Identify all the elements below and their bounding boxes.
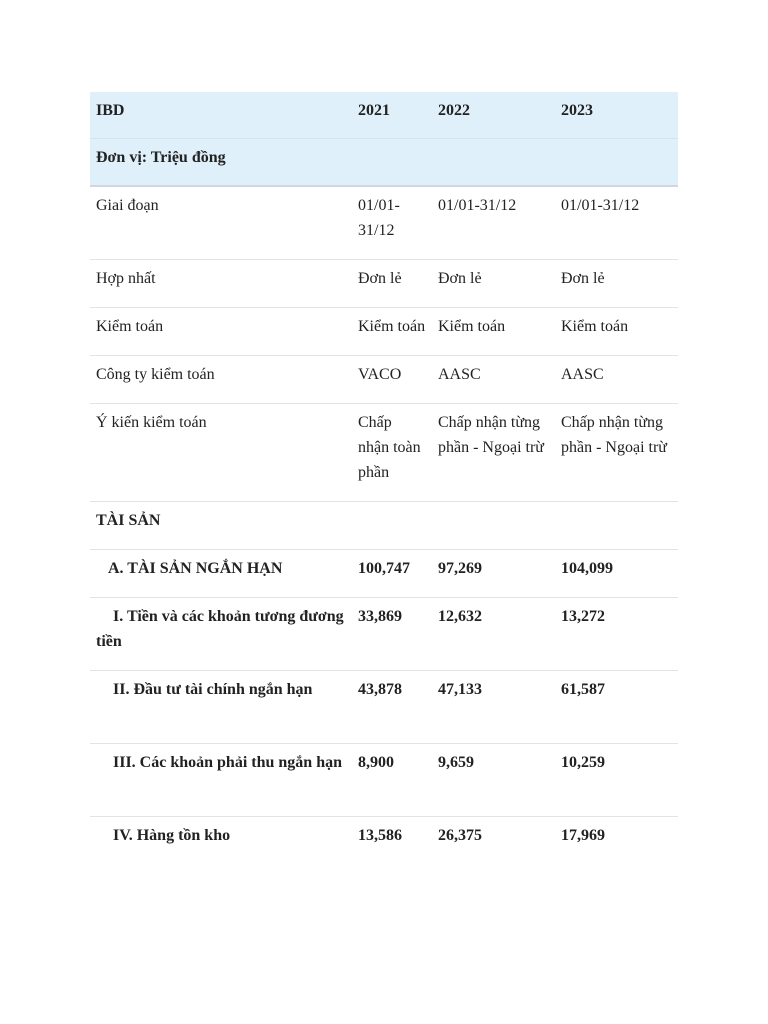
cell-2021: 33,869 [352,598,432,671]
table-row [90,356,678,404]
table-row [90,308,678,356]
cell-2023: 61,587 [555,671,678,744]
row-label-cell [90,598,352,671]
unit-empty-cell [352,139,432,187]
cell-2023: 01/01-31/12 [555,186,678,260]
unit-row [90,139,678,187]
unit-empty-cell [555,139,678,187]
row-label: A. TÀI SẢN NGẮN HẠN [108,560,283,577]
row-label: Hợp nhất [90,260,352,308]
cell-2023: AASC [555,356,678,404]
table-row [90,550,678,598]
cell-2023: Đơn lẻ [555,260,678,308]
cell-2022: AASC [432,356,555,404]
row-label: I. Tiền và các khoản tương đương tiền [96,608,344,650]
table-row [90,744,678,817]
cell-2023: 10,259 [555,744,678,817]
cell-2021: VACO [352,356,432,404]
unit-label: Đơn vị: Triệu đồng [90,139,352,187]
cell-2021: 43,878 [352,671,432,744]
cell-2023: 104,099 [555,550,678,598]
cell-2022: Kiểm toán [432,308,555,356]
cell-2022: 26,375 [438,827,482,844]
header-year-2022: 2022 [432,92,555,139]
cell-2021: Kiểm toán [352,308,432,356]
row-label: III. Các khoản phải thu ngắn hạn [113,754,342,771]
table-header-row [90,92,678,139]
cell-2021: 100,747 [352,550,432,598]
row-label: Giai đoạn [90,186,352,260]
table-row [90,404,678,502]
row-label-cell [90,744,352,817]
row-label: II. Đầu tư tài chính ngắn hạn [113,681,313,698]
row-label: Kiểm toán [90,308,352,356]
row-label: Ý kiến kiểm toán [90,404,352,502]
cell-2023: 13,272 [555,598,678,671]
cell-2022: Đơn lẻ [432,260,555,308]
cell-2022: Chấp nhận từng phần - Ngoại trừ [432,404,555,502]
cell-2022: 97,269 [432,550,555,598]
cell-2022: 9,659 [432,744,555,817]
section-empty-cell [555,502,678,550]
cell-2021: 01/01-31/12 [352,186,432,260]
header-year-2021: 2021 [352,92,432,139]
cell-2022: 01/01-31/12 [432,186,555,260]
section-label: TÀI SẢN [90,502,352,550]
row-label: Công ty kiểm toán [90,356,352,404]
table-row [90,598,678,671]
section-empty-cell [432,502,555,550]
cell-2021: 8,900 [352,744,432,817]
cell-2021: Đơn lẻ [352,260,432,308]
header-company: IBD [90,92,352,139]
table-row [90,671,678,744]
table-row [90,260,678,308]
row-label-cell [90,550,352,598]
table-row [90,817,678,865]
header-year-2023: 2023 [555,92,678,139]
cell-2023: 17,969 [561,827,605,844]
unit-empty-cell [432,139,555,187]
section-empty-cell [352,502,432,550]
table-row [90,186,678,260]
row-label: IV. Hàng tồn kho [113,827,231,844]
cell-2023: Chấp nhận từng phần - Ngoại trừ [555,404,678,502]
row-label-cell [90,817,352,865]
financial-table [90,92,678,864]
cell-2022: 47,133 [432,671,555,744]
section-row [90,502,678,550]
cell-2021: 13,586 [358,827,402,844]
cell-2022: 12,632 [432,598,555,671]
row-label-cell [90,671,352,744]
cell-2021: Chấp nhận toàn phần [352,404,432,502]
cell-2023: Kiểm toán [555,308,678,356]
